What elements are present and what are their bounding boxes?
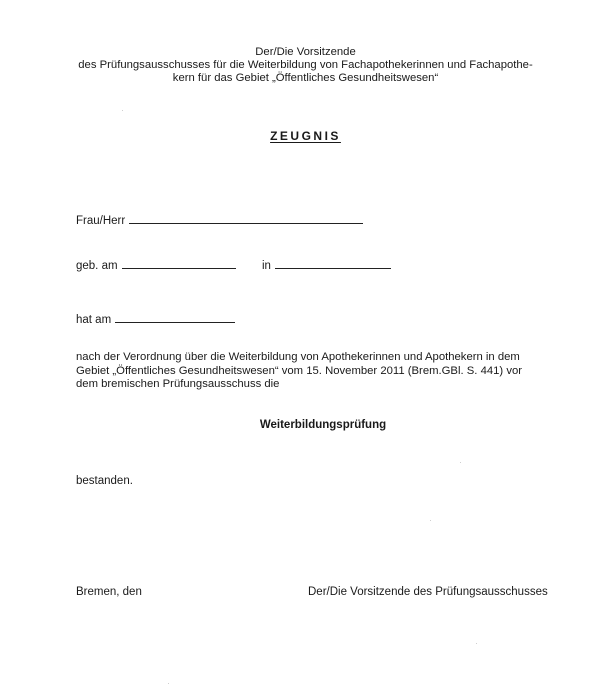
scan-speck [168, 683, 169, 684]
scan-speck [460, 462, 461, 463]
name-blank-line[interactable] [129, 212, 363, 224]
issuer-line-2: des Prüfungsausschusses für die Weiterbildung von Fachapothekerinnen und Fachapothe- [78, 59, 533, 71]
place-date-label: Bremen, den [76, 586, 142, 598]
birth-place-row [262, 257, 391, 272]
result-text: bestanden. [76, 475, 133, 487]
scan-speck [476, 643, 477, 644]
birth-row [76, 257, 236, 272]
scan-speck [122, 110, 123, 111]
regulation-line-1: nach der Verordnung über die Weiterbildung von Apothekerinnen und Apothekern in dem [76, 351, 520, 363]
signatory-label: Der/Die Vorsitzende des Prüfungsausschusses [308, 586, 548, 598]
issuer-header [30, 46, 581, 85]
exam-name: Weiterbildungsprüfung [259, 419, 387, 431]
birth-date-label: geb. am [76, 260, 118, 272]
issuer-line-1: Der/Die Vorsitzende [255, 46, 356, 58]
document-title: ZEUGNIS [270, 129, 341, 143]
regulation-paragraph [76, 351, 576, 392]
exam-date-label: hat am [76, 314, 112, 326]
exam-date-row [76, 311, 235, 326]
exam-date-blank-line[interactable] [115, 311, 235, 323]
name-label: Frau/Herr [76, 215, 126, 227]
birth-place-blank-line[interactable] [275, 257, 391, 269]
birth-date-blank-line[interactable] [122, 257, 236, 269]
regulation-line-3: dem bremischen Prüfungsausschuss die [76, 378, 280, 390]
regulation-line-2: Gebiet „Öffentliches Gesundheitswesen“ vom 15. November 2011 (Brem.GBl. S. 441) vor [76, 364, 523, 377]
birth-place-label: in [262, 260, 271, 272]
name-row [76, 212, 363, 227]
scan-speck [430, 520, 431, 521]
issuer-line-3: kern für das Gebiet „Öffentliches Gesundheitswesen“ [172, 72, 439, 84]
